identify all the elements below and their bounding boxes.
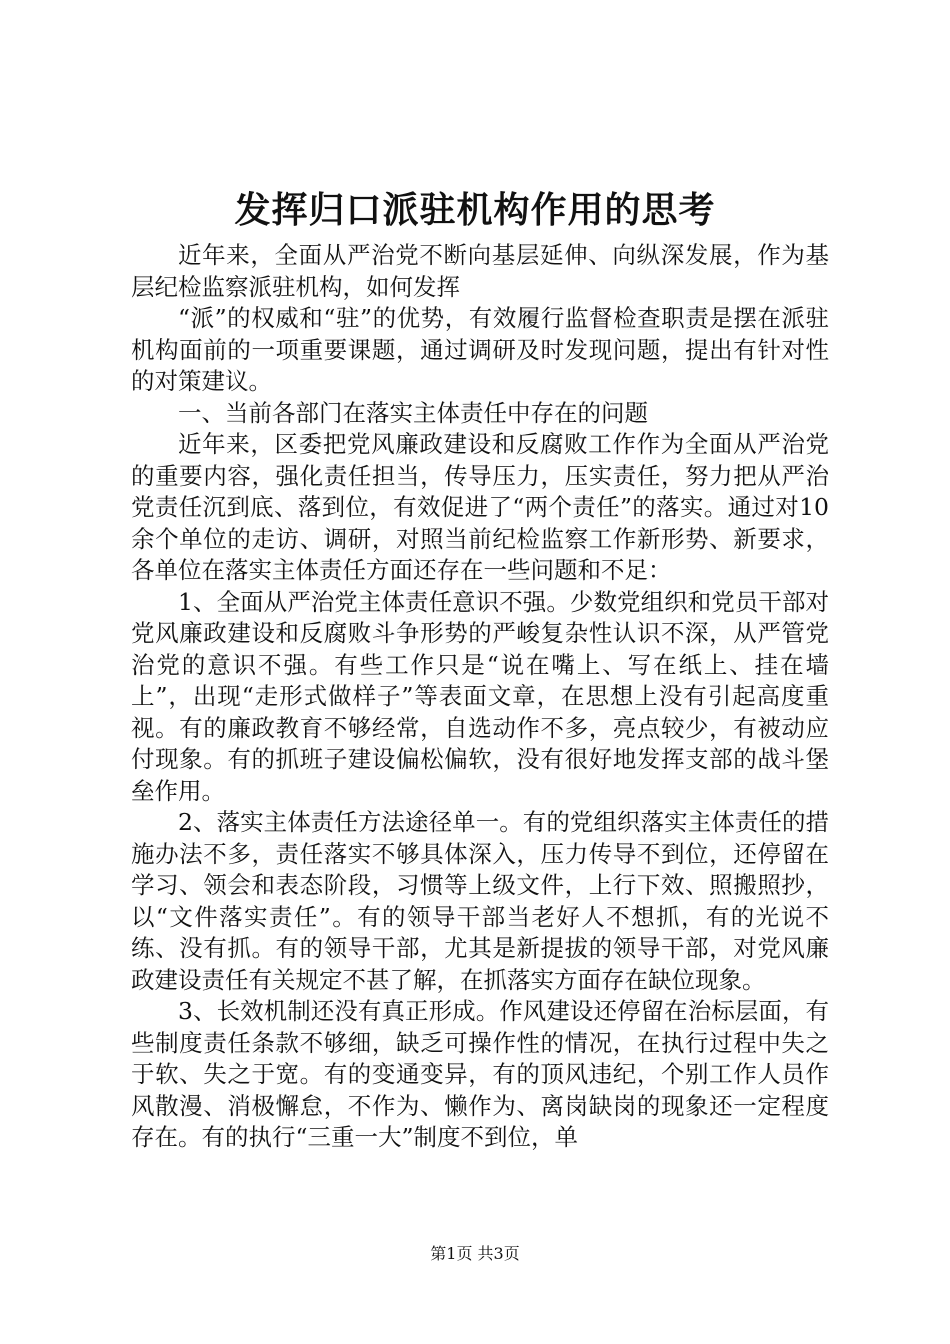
body-paragraph: “派”的权威和“驻”的优势，有效履行监督检查职责是摆在派驻机构面前的一项重要课题，通过调研及时发现问题，提出有针对性的对策建议。 bbox=[131, 304, 829, 395]
body-paragraph: 2、落实主体责任方法途径单一。有的党组织落实主体责任的措施办法不多，责任落实不够具体深入，压力传导不到位，还停留在学习、领会和表态阶段，习惯等上级文件，上行下效、照搬照抄，以“文件落实责任”。有的领导干部当老好人不想抓，有的光说不练、没有抓。有的领导干部，尤其是新提拔的领导干部，对党风廉政建设责任有关规定不甚了解，在抓落实方面存在缺位现象。 bbox=[131, 808, 829, 994]
page-number-footer: 第1页 共3页 bbox=[430, 1244, 520, 1263]
body-paragraph: 近年来，区委把党风廉政建设和反腐败工作作为全面从严治党的重要内容，强化责任担当，传导压力，压实责任，努力把从严治党责任沉到底、落到位，有效促进了“两个责任”的落实。通过对10余个单位的走访、调研，对照当前纪检监察工作新形势、新要求，各单位在落实主体责任方面还存在一些问题和不足： bbox=[131, 430, 829, 584]
body-paragraph: 1、全面从严治党主体责任意识不强。少数党组织和党员干部对党风廉政建设和反腐败斗争形势的严峻复杂性认识不深，从严管党治党的意识不强。有些工作只是“说在嘴上、写在纸上、挂在墙上”，出现“走形式做样子”等表面文章，在思想上没有引起高度重视。有的廉政教育不够经常，自选动作不多，亮点较少，有被动应付现象。有的抓班子建设偏松偏软，没有很好地发挥支部的战斗堡垒作用。 bbox=[131, 587, 829, 805]
document-body bbox=[131, 240, 829, 1154]
document-title: 发挥归口派驻机构作用的思考 bbox=[234, 189, 716, 231]
body-paragraph: 3、长效机制还没有真正形成。作风建设还停留在治标层面，有些制度责任条款不够细，缺乏可操作性的情况，在执行过程中失之于软、失之于宽。有的变通变异，有的顶风违纪，个别工作人员作风散漫、消极懈怠，不作为、懒作为、离岗缺岗的现象还一定程度存在。有的执行“三重一大”制度不到位，单 bbox=[131, 997, 829, 1151]
section-heading: 一、当前各部门在落实主体责任中存在的问题 bbox=[178, 398, 648, 427]
body-paragraph: 近年来，全面从严治党不断向基层延伸、向纵深发展，作为基层纪检监察派驻机构，如何发挥 bbox=[131, 241, 829, 301]
